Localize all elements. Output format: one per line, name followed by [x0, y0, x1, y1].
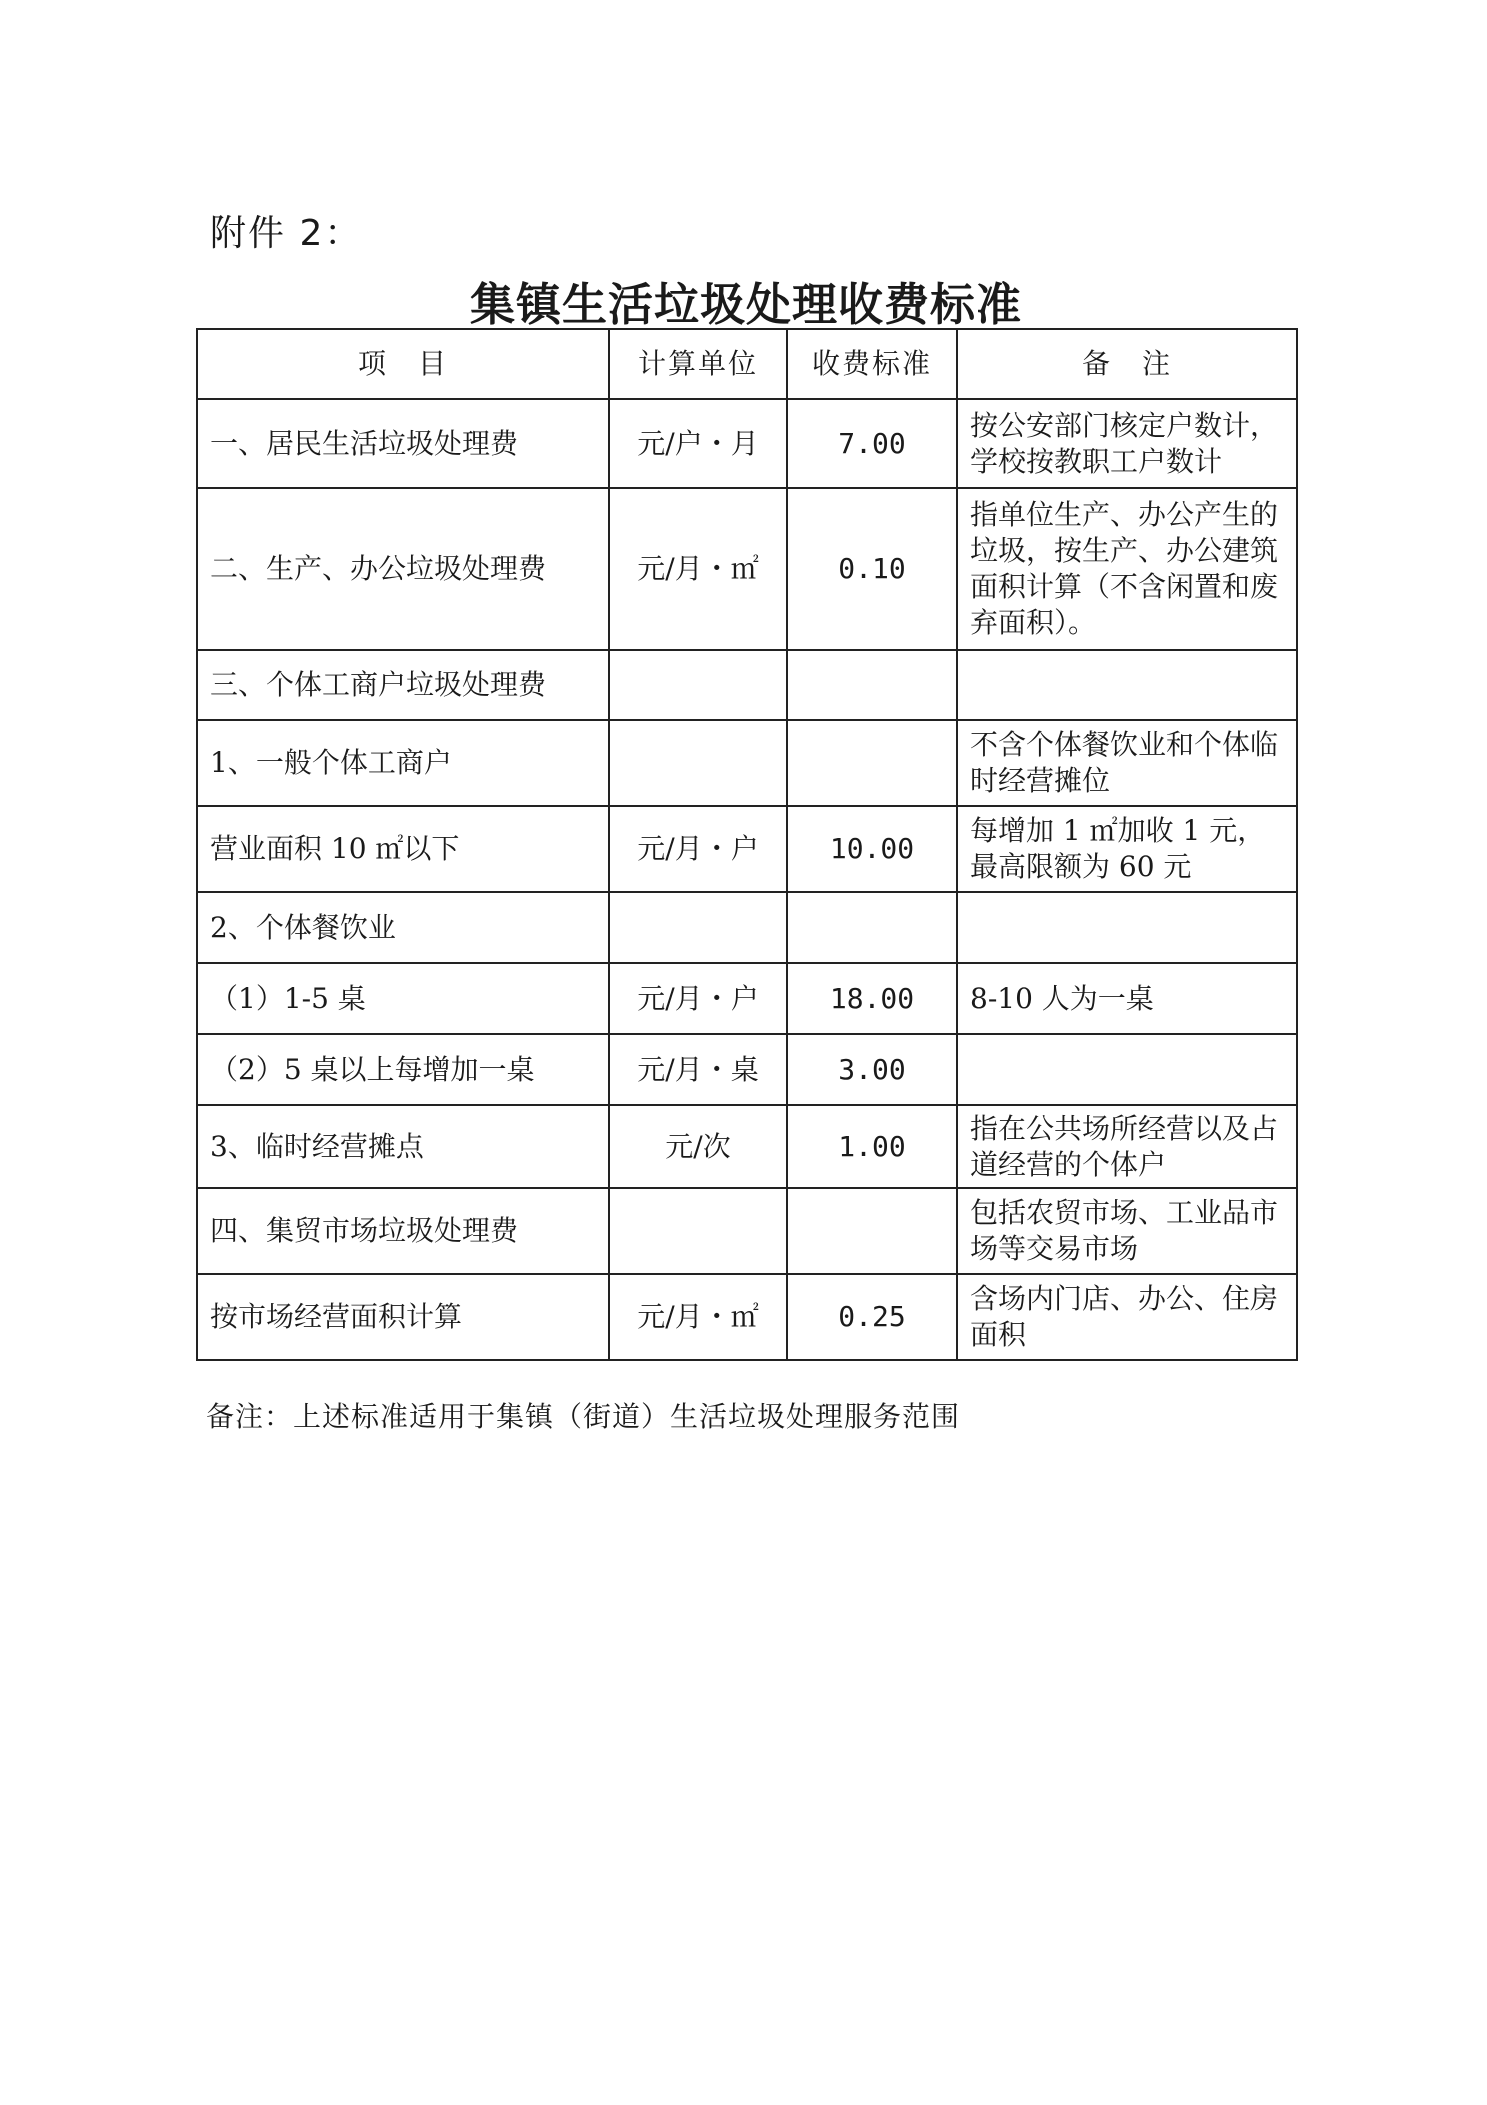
table-row: [197, 1105, 1297, 1188]
row-item: 一、居民生活垃圾处理费: [197, 399, 609, 488]
row-unit: 元/月・户: [609, 806, 787, 892]
row-item: 2、个体餐饮业: [197, 892, 609, 963]
table-row: [197, 1274, 1297, 1360]
table-row: [197, 488, 1297, 650]
table-row: [197, 1034, 1297, 1105]
row-remark: 8-10 人为一桌: [957, 963, 1297, 1034]
row-standard: 3.00: [787, 1034, 957, 1105]
row-item: 按市场经营面积计算: [197, 1274, 609, 1360]
table-row: [197, 720, 1297, 806]
table-row: [197, 650, 1297, 720]
row-remark: 按公安部门核定户数计，学校按教职工户数计: [957, 399, 1297, 488]
row-remark: 不含个体餐饮业和个体临时经营摊位: [957, 720, 1297, 806]
row-standard: 0.10: [787, 488, 957, 650]
document-title: 集镇生活垃圾处理收费标准: [469, 278, 1022, 331]
row-remark: [957, 1034, 1297, 1105]
table-row: [197, 963, 1297, 1034]
row-item: 1、一般个体工商户: [197, 720, 609, 806]
row-unit: 元/月・㎡: [609, 488, 787, 650]
row-item: 3、临时经营摊点: [197, 1105, 609, 1188]
fee-table: [196, 328, 1298, 1361]
row-standard: 1.00: [787, 1105, 957, 1188]
row-unit: 元/月・㎡: [609, 1274, 787, 1360]
row-unit: [609, 892, 787, 963]
table-header-row: [197, 329, 1297, 399]
row-remark: [957, 650, 1297, 720]
row-standard: 0.25: [787, 1274, 957, 1360]
row-item: （2）5 桌以上每增加一桌: [197, 1034, 609, 1105]
header-standard: 收费标准: [787, 329, 957, 399]
row-unit: [609, 650, 787, 720]
row-unit: [609, 1188, 787, 1274]
table-row: [197, 892, 1297, 963]
row-item: （1）1-5 桌: [197, 963, 609, 1034]
footnote: 备注：上述标准适用于集镇（街道）生活垃圾处理服务范围: [206, 1400, 961, 1433]
row-unit: 元/月・桌: [609, 1034, 787, 1105]
row-standard: 7.00: [787, 399, 957, 488]
header-remark: 备 注: [957, 329, 1297, 399]
row-standard: 10.00: [787, 806, 957, 892]
row-unit: [609, 720, 787, 806]
row-remark: 包括农贸市场、工业品市场等交易市场: [957, 1188, 1297, 1274]
row-standard: [787, 1188, 957, 1274]
row-remark: 指单位生产、办公产生的垃圾，按生产、办公建筑面积计算（不含闲置和废弃面积）。: [957, 488, 1297, 650]
row-remark: 指在公共场所经营以及占道经营的个体户: [957, 1105, 1297, 1188]
row-remark: [957, 892, 1297, 963]
table-row: [197, 806, 1297, 892]
row-unit: 元/次: [609, 1105, 787, 1188]
row-unit: 元/户・月: [609, 399, 787, 488]
attachment-label: 附件 2：: [210, 213, 363, 254]
row-standard: 18.00: [787, 963, 957, 1034]
row-standard: [787, 720, 957, 806]
row-item: 四、集贸市场垃圾处理费: [197, 1188, 609, 1274]
table-row: [197, 1188, 1297, 1274]
header-unit: 计算单位: [609, 329, 787, 399]
row-standard: [787, 650, 957, 720]
row-item: 营业面积 10 ㎡以下: [197, 806, 609, 892]
row-item: 三、个体工商户垃圾处理费: [197, 650, 609, 720]
row-standard: [787, 892, 957, 963]
header-item: 项 目: [197, 329, 609, 399]
row-unit: 元/月・户: [609, 963, 787, 1034]
row-remark: 每增加 1 ㎡加收 1 元，最高限额为 60 元: [957, 806, 1297, 892]
row-item: 二、生产、办公垃圾处理费: [197, 488, 609, 650]
table-row: [197, 399, 1297, 488]
row-remark: 含场内门店、办公、住房面积: [957, 1274, 1297, 1360]
